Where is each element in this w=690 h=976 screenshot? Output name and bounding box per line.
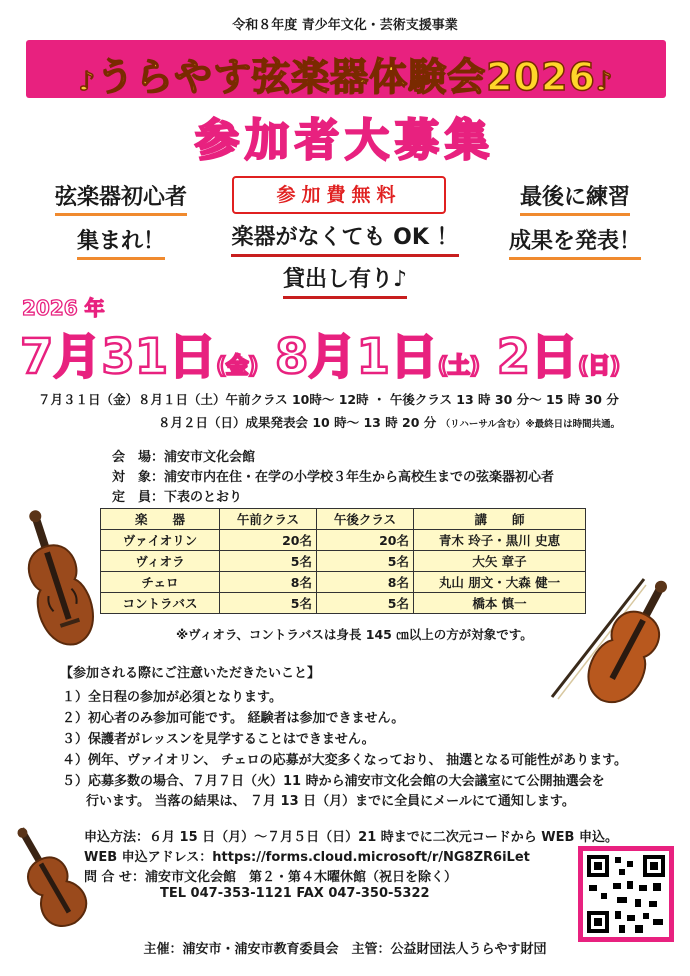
date-2: 8月1日 [275,329,438,385]
table-row [101,572,586,593]
table-cell: チェロ [101,572,220,593]
table-cell: コントラバス [101,593,220,614]
date-2-day: (土) [437,354,480,379]
venue: 会 場：浦安市文化会館 [112,450,256,465]
notice-item: 行います。 当落の結果は、 ７月 13 日（月）までに全員にメールにて通知します。 [86,794,575,809]
event-title [26,46,666,101]
no-instrument-text: 楽器がなくても OK ！ [231,222,458,257]
table-cell: 20名 [220,530,317,551]
contact-tel: TEL 047-353-1121 FAX 047-350-5322 [160,886,430,901]
date-1-day: (金) [216,354,259,379]
schedule-line-2 [158,413,620,431]
notice-item: ３）保護者がレッスンを見学することはできません。 [62,732,375,747]
qr-code-icon[interactable] [578,846,674,942]
event-title-text: うらやす弦楽器体験会2026 [96,55,596,99]
date-3: 2日 [496,329,579,385]
capacity: 定 員：下表のとおり [112,490,243,505]
date-1: 7月31日 [20,329,217,385]
table-cell: 青木 玲子・黒川 史恵 [414,530,586,551]
table-cell: 橋本 慎一 [414,593,586,614]
apply-method: 申込方法：６月 15 日（月）～７月５日（日）21 時までに二次元コードから WEB 申込。 [84,830,618,845]
table-header: 講 師 [414,509,586,530]
notice-item: ２）初心者のみ参加可能です。 経験者は参加できません。 [62,711,405,726]
highlight-left-1: 弦楽器初心者 [55,183,187,216]
notice-heading: 【参加される際にご注意いただきたいこと】 [60,666,321,681]
table-header: 午後クラス [317,509,414,530]
date-3-day: (日) [578,354,621,379]
top-note: 令和８年度 青少年文化・芸術支援事業 [232,18,458,33]
schedule-line-1: ７月３１日（金）８月１日（土）午前クラス 10時～ 12時 ・ 午後クラス 13 時 30 分～ 15 時 30 分 [38,392,619,407]
table-cell: 丸山 朋文・大森 健一 [414,572,586,593]
free-badge: 参加費無料 [232,176,446,214]
violin-bow-icon [540,575,680,705]
table-header: 楽 器 [101,509,220,530]
apply-web[interactable]: WEB 申込アドレス：https://forms.cloud.microsoft/r/NG8ZR6iLet [84,850,530,865]
highlight-left-2: 集まれ！ [77,227,165,260]
recruit-heading: 参加者大募集 [195,115,495,166]
table-cell: 8名 [317,572,414,593]
highlight-performance [480,176,670,264]
event-year: 2026 年 [22,296,105,320]
contrabass-icon [8,822,90,932]
table-row [101,530,586,551]
table-cell: 5名 [317,593,414,614]
table-cell: 5名 [317,551,414,572]
footer-organizer: 主催：浦安市・浦安市教育委員会 主管：公益財団法人うらやす財団 [143,942,547,957]
table-cell: 5名 [220,593,317,614]
table-row [101,551,586,572]
music-note-icon: ♪ [78,67,97,97]
table-cell: 20名 [317,530,414,551]
table-header: 午前クラス [220,509,317,530]
music-note-icon: ♪ [595,67,614,97]
target: 対 象：浦安市内在住・在学の小学校３年生から高校生までの弦楽器初心者 [112,470,555,485]
highlight-right-1: 最後に練習 [520,183,630,216]
table-header-row [101,509,586,530]
qr-code-pattern [583,851,669,937]
violin-icon [10,505,102,655]
notice-item: ５）応募多数の場合、７月７日（火）11 時から浦安市文化会館の大会議室にて公開抽選会を [62,774,605,789]
table-row [101,593,586,614]
event-dates [20,318,680,387]
highlight-right-2: 成果を発表！ [509,227,641,260]
rental-text: 貸出し有り♪ [283,264,407,299]
notice-item: １）全日程の参加が必須となります。 [62,690,282,705]
table-cell: ヴァイオリン [101,530,220,551]
table-cell: 8名 [220,572,317,593]
table-cell: 5名 [220,551,317,572]
table-cell: ヴィオラ [101,551,220,572]
class-table [100,508,586,614]
notice-item: ４）例年、ヴァイオリン、 チェロの応募が大変多くなっており、 抽選となる可能性があります。 [62,753,628,768]
schedule-line-2-main: ８月２日（日）成果発表会 10 時～ 13 時 20 分 [158,415,437,430]
schedule-line-2-note: （リハーサル含む）※最終日は時間共通。 [440,419,621,430]
contact: 問 合 せ：浦安市文化会館 第２・第４木曜休館（祝日を除く） [84,870,458,885]
table-note: ※ヴィオラ、コントラバスは身長 145 ㎝以上の方が対象です。 [176,627,533,642]
table-cell: 大矢 章子 [414,551,586,572]
